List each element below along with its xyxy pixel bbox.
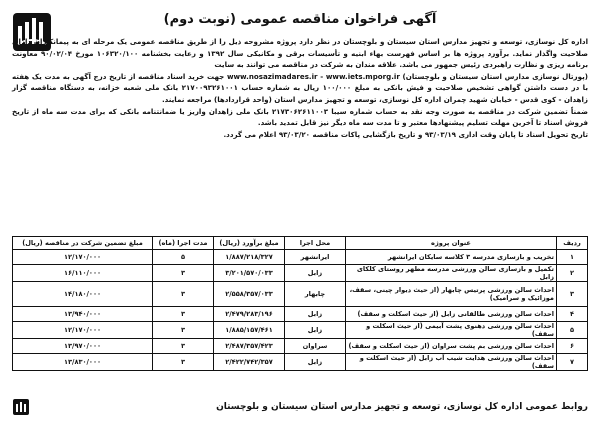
tender-notice (6, 4, 594, 430)
row-title: احداث سالن ورزشی طالقانی زابل (از حیث اسکلت و سقف) (346, 307, 557, 322)
row-location: زابل (285, 265, 346, 282)
paragraph-purchase: (پورتال نوسازی مدارس استان سیستان و بلوچستان) www.nosazimadares.ir - www.iets.mporg.ir جهت خرید اسناد مناقصه از تاریخ درج آگهی به مدت یک هفته با در دست داشتن گواهی تشخیص صلاحیت و فیش بانکی به مبلغ ۱۰۰/۰۰۰ ریال به شماره حساب ۲۱۷۰۰۹۳۲۶۱۰۰۱ بانک ملی شعبه خزانه، به دستگاه مناقصه گزار زاهدان - کوی قدس - خیابان شهید چمران اداره کل نوسازی، توسعه و تجهیز مدارس استان (واحد قراردادها) مراجعه نمایند. (12, 71, 589, 104)
projects-table (12, 236, 588, 371)
row-estimate: ۲/۴۲۲/۷۴۲/۳۵۷ (214, 354, 285, 371)
row-deposit: ۱۴/۱۸۰/۰۰۰ (13, 282, 153, 307)
org-emblem-icon (12, 398, 30, 416)
header-duration: مدت اجرا (ماه) (153, 237, 214, 250)
header-title: عنوان پروژه (346, 237, 557, 250)
header-index: ردیف (557, 237, 588, 250)
row-index: ۵ (557, 322, 588, 339)
row-duration: ۳ (153, 282, 214, 307)
row-index: ۱ (557, 250, 588, 265)
row-deposit: ۱۲/۱۷۰/۰۰۰ (13, 322, 153, 339)
row-index: ۴ (557, 307, 588, 322)
table-header-row (13, 237, 588, 250)
table-row (13, 250, 588, 265)
paragraph-intro: اداره کل نوسازی، توسعه و تجهیز مدارس استان سیستان و بلوچستان در نظر دارد پروژه مشروحه ذیل را از طریق مناقصه عمومی یک مرحله ای به پیمانکاران دارای صلاحیت واگذار نماید. برآورد پروژه ها بر اساس فهرست بهاء ابنیه و تأسیسات برقی و مکانیکی سال ۱۳۹۲ و رعایت بخشنامه ۱۰۶۳۲۰/۱۰۰ مورخ ۹۰/۰۲/۰۴ معاونت برنامه ریزی و نظارت راهبردی رئیس جمهور می باشد. علاقه مندان به شرکت در مناقصه می توانند به سایت (12, 37, 588, 70)
table-row (13, 339, 588, 354)
row-deposit: ۱۶/۱۱۰/۰۰۰ (13, 265, 153, 282)
table-row (13, 354, 588, 371)
row-estimate: ۱/۸۸۵/۱۵۷/۴۶۱ (214, 322, 285, 339)
row-index: ۳ (557, 282, 588, 307)
row-title: تکمیل و بازسازی سالن ورزشی مدرسه مطهر روستای کلکای زابل (346, 265, 557, 282)
row-deposit: ۱۲/۱۷۰/۰۰۰ (13, 250, 153, 265)
paragraph-guarantee: ضمناً تضمین شرکت در مناقصه به صورت وجه نقد به حساب شماره سیبا ۲۱۷۳۰۶۲۶۱۱۰۰۳ بانک ملی زاهدان واریز یا ضمانتنامه بانکی که برای مدت سه ماه از تاریخ فروش اسناد تا آخرین مهلت تسلیم پیشنهادها معتبر و تا مدت سه ماه دیگر نیز قابل تمدید باشد. (12, 106, 588, 128)
row-location: سراوان (285, 339, 346, 354)
table-row (13, 322, 588, 339)
row-title: احداث سالن ورزشی پرتیس چابهار (از حیث دیوار چینی، سقف، موزائیک و سرامیک) (346, 282, 557, 307)
row-estimate: ۱/۸۸۷/۲۱۸/۳۲۷ (214, 250, 285, 265)
row-duration: ۳ (153, 307, 214, 322)
row-location: چابهار (285, 282, 346, 307)
row-title: احداث سالن ورزشی بم پشت سراوان (از حیث اسکلت و سقف) (346, 339, 557, 354)
row-location: زابل (285, 307, 346, 322)
row-duration: ۳ (153, 354, 214, 371)
row-estimate: ۲/۴۷۹/۲۸۳/۱۹۶ (214, 307, 285, 322)
row-deposit: ۱۳/۹۴۰/۰۰۰ (13, 307, 153, 322)
row-title: احداث سالن ورزشی دهنوی پشت آبیمی (از حیث اسکلت و سقف) (346, 322, 557, 339)
header-estimate: مبلغ برآورد (ریال) (214, 237, 285, 250)
row-duration: ۳ (153, 322, 214, 339)
row-location: ایرانشهر (285, 250, 346, 265)
row-duration: ۳ (153, 265, 214, 282)
row-duration: ۳ (153, 339, 214, 354)
header-deposit: مبلغ تضمین شرکت در مناقصه (ریال) (13, 237, 153, 250)
paragraph-dates: تاریخ تحویل اسناد تا پایان وقت اداری ۹۳/۰۳/۱۹ و تاریخ بازگشایی پاکات مناقصه ۹۳/۰۳/۲۰ اعلام می گردد. (223, 129, 588, 139)
header-location: محل اجرا (285, 237, 346, 250)
row-index: ۲ (557, 265, 588, 282)
footer-text: روابط عمومی اداره کل نوسازی، توسعه و تجهیز مدارس استان سیستان و بلوچستان (216, 402, 588, 412)
row-location: زابل (285, 322, 346, 339)
row-title: تخریب و بازسازی مدرسه ۳ کلاسه سایکان ایرانشهر (346, 250, 557, 265)
row-estimate: ۲/۴۸۷/۳۵۷/۴۲۳ (214, 339, 285, 354)
row-duration: ۵ (153, 250, 214, 265)
table-row (13, 307, 588, 322)
row-deposit: ۱۳/۹۷۰/۰۰۰ (13, 339, 153, 354)
notice-title: آگهی فراخوان مناقصه عمومی (نوبت دوم) (163, 12, 437, 27)
notice-body (12, 36, 588, 140)
row-location: زابل (285, 354, 346, 371)
row-title: احداث سالن ورزشی هدایت شیب آب زابل (از حیث اسکلت و سقف) (346, 354, 557, 371)
table-row (13, 265, 588, 282)
row-index: ۷ (557, 354, 588, 371)
table-row (13, 282, 588, 307)
row-index: ۶ (557, 339, 588, 354)
row-estimate: ۲/۵۵۸/۳۵۷/۰۳۳ (214, 282, 285, 307)
row-estimate: ۳/۲۰۱/۵۷۰/۰۳۳ (214, 265, 285, 282)
row-deposit: ۱۳/۸۳۰/۰۰۰ (13, 354, 153, 371)
